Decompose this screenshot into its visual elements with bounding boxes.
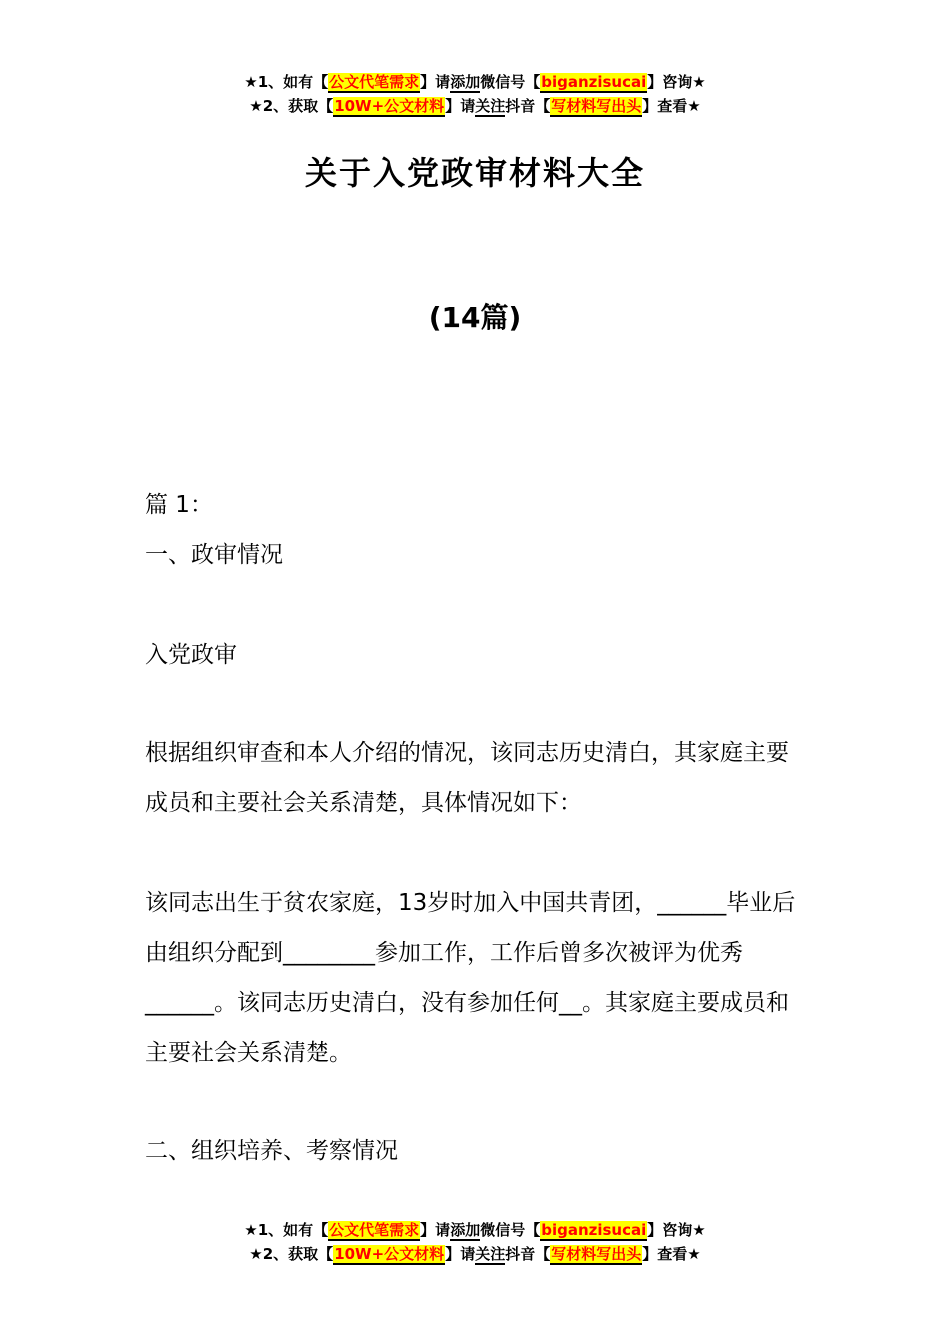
highlight-materials: 10W+公文材料 (334, 1245, 445, 1263)
highlight-douyin-id: 写材料写出头 (551, 1245, 642, 1263)
paragraph-2: 该同志出生于贫农家庭，13岁时加入中国共青团，______毕业后由组织分配到________参加工作，工作后曾多次被评为优秀______。该同志历史清白，没有参加任何__。其家庭主要成员和主要社会关系清楚。 (145, 890, 796, 1066)
banner-text: 】请 (445, 1245, 476, 1263)
banner-text: ★1、如有【 (244, 73, 329, 91)
highlight-materials: 10W+公文材料 (334, 97, 445, 115)
banner-text: 】咨询★ (647, 1221, 706, 1239)
document-title: 关于入党政审材料大全 (304, 154, 645, 192)
banner-text: 微信号【 (480, 1221, 541, 1239)
highlight-service: 公文代笔需求 (329, 73, 420, 91)
banner-line-2 (0, 94, 950, 118)
banner-text: ★1、如有【 (244, 1221, 329, 1239)
highlight-service: 公文代笔需求 (329, 1221, 420, 1239)
section-subheading: 入党政审 (145, 642, 237, 668)
banner-text: 】咨询★ (647, 73, 706, 91)
banner-text: 】请 (420, 73, 451, 91)
document-subtitle: (14篇) (428, 301, 522, 334)
banner-text: ★2、获取【 (249, 1245, 334, 1263)
highlight-wechat-id: biganzisucai (541, 1221, 647, 1239)
banner-line-2 (0, 1242, 950, 1266)
banner-line-1 (0, 70, 950, 94)
banner-line-1 (0, 1218, 950, 1242)
highlight-douyin-id: 写材料写出头 (551, 97, 642, 115)
banner-text: 】查看★ (642, 97, 701, 115)
underlined-text: 添加 (450, 73, 481, 91)
header-banner (0, 70, 950, 118)
underlined-text: 添加 (450, 1221, 481, 1239)
underlined-text: 关注 (475, 97, 506, 115)
banner-text: 微信号【 (480, 73, 541, 91)
banner-text: 抖音【 (505, 1245, 551, 1263)
section-heading-1: 一、政审情况 (145, 542, 283, 568)
banner-text: 】请 (445, 97, 476, 115)
section-heading-2: 二、组织培养、考察情况 (145, 1138, 398, 1164)
banner-text: 抖音【 (505, 97, 551, 115)
banner-text: 】请 (420, 1221, 451, 1239)
underlined-text: 关注 (475, 1245, 506, 1263)
paragraph-1: 根据组织审查和本人介绍的情况，该同志历史清白，其家庭主要成员和主要社会关系清楚，具体情况如下： (145, 740, 789, 816)
chapter-label: 篇 1： (145, 492, 213, 518)
banner-text: ★2、获取【 (249, 97, 334, 115)
highlight-wechat-id: biganzisucai (541, 73, 647, 91)
footer-banner (0, 1218, 950, 1266)
banner-text: 】查看★ (642, 1245, 701, 1263)
